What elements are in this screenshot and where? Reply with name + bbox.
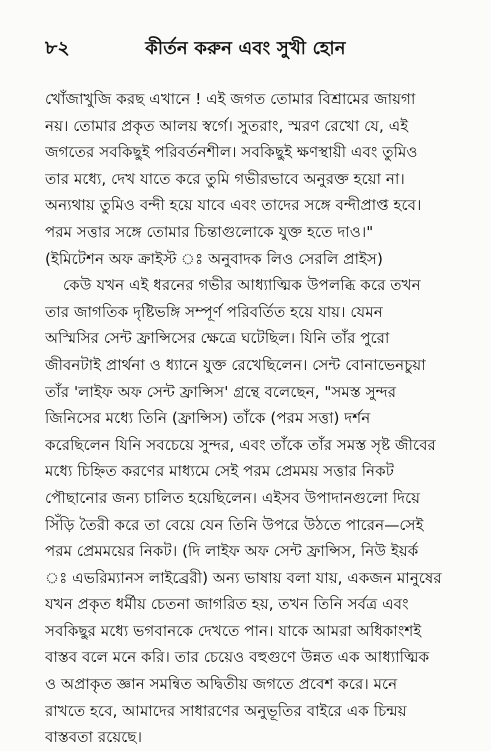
text-line: বাস্তবতা রয়েছে। bbox=[45, 728, 142, 747]
text-line: তাঁর 'লাইফ অফ সেন্ট ফ্রান্সিস' গ্রন্থে বলেছেন, "সমস্ত সুন্দর bbox=[45, 382, 397, 401]
text-line: ঃ এভরিম্যানস লাইব্রেরী) অন্য ভাষায় বলা যায়, একজন মানুষের bbox=[45, 568, 442, 587]
body-text bbox=[45, 86, 451, 751]
text-line: রাখতে হবে, আমাদের সাধারণের অনুভূতির বাইরে এক চিন্ময় bbox=[45, 701, 407, 720]
page-header bbox=[45, 34, 446, 58]
text-line: জীবনটাই প্রার্থনা ও ধ্যানে যুক্ত রেখেছিলেন। সেন্ট বোনাভেনচুয়া bbox=[45, 355, 426, 374]
page-number: ৮২ bbox=[45, 37, 70, 59]
text-line: জগতের সবকিছুই পরিবর্তনশীল। সবকিছুই ক্ষণস্থায়ী এবং তুমিও bbox=[45, 143, 418, 162]
text-line: যখন প্রকৃত ধর্মীয় চেতনা জাগরিত হয়, তখন তিনি সর্বত্র এবং bbox=[45, 595, 409, 614]
text-line: নয়। তোমার প্রকৃত আলয় স্বর্গে। সুতরাং, স্মরণ রেখো যে, এই bbox=[45, 116, 409, 135]
text-line: সবকিছুর মধ্যে ভগবানকে দেখতে পান। যাকে আমরা অধিকাংশই bbox=[45, 621, 422, 640]
text-line: বাস্তব বলে মনে করি। তার চেয়েও বহুগুণে উন্নত এক আধ্যাত্মিক bbox=[45, 648, 430, 667]
text-line: খোঁজাখুজি করছ এখানে ! এই জগত তোমার বিশ্রামের জায়গা bbox=[45, 90, 416, 108]
text-line: তার জাগতিক দৃষ্টিভঙ্গি সম্পূর্ণ পরিবর্তিত হয়ে যায়। যেমন bbox=[45, 302, 383, 321]
text-line: ও অপ্রাকৃত জ্ঞান সমন্বিত অদ্বিতীয় জগতে প্রবেশ করে। মনে bbox=[45, 675, 398, 694]
text-line: পরম সত্তার সঙ্গে তোমার চিন্তাগুলোকে যুক্ত হতে দাও।" bbox=[45, 222, 374, 241]
text-line: মধ্যে চিহ্নিত করণের মাধ্যমে সেই পরম প্রেমময় সত্তার নিকট bbox=[45, 462, 395, 481]
text-line: পৌছানোর জন্য চালিত হয়েছিলেন। এইসব উপাদানগুলো দিয়ে bbox=[45, 488, 421, 507]
text-line: তার মধ্যে, দেখ যাতে করে তুমি গভীরভাবে অনুরক্ত হয়ো না। bbox=[45, 169, 405, 188]
running-title: কীর্তন করুন এবং সুখী হোন bbox=[145, 38, 346, 59]
text-line: করেছিলেন যিনি সবচেয়ে সুন্দর, এবং তাঁকে তাঁর সমস্ত সৃষ্ট জীবের bbox=[45, 435, 436, 454]
text-line: সিঁড়ি তৈরী করে তা বেয়ে যেন তিনি উপরে উঠতে পারেন—সেই bbox=[45, 515, 424, 534]
text-line: পরম প্রেমময়ের নিকট। (দি লাইফ অফ সেন্ট ফ্রান্সিস, নিউ ইয়র্ক bbox=[45, 542, 419, 561]
citation-line: (ইমিটেশন অফ ক্রাইস্ট ঃ অনুবাদক লিও সেরলি প্রাইস) bbox=[45, 249, 383, 268]
text-line: অন্যথায় তুমিও বন্দী হয়ে যাবে এবং তাদের সঙ্গে বন্দীপ্রাপ্ত হবে। bbox=[45, 196, 422, 215]
text-line: অস্মিসির সেন্ট ফ্রান্সিসের ক্ষেত্রে ঘটেছিল। যিনি তাঁর পুরো bbox=[45, 329, 390, 348]
paragraph-start-line: কেউ যখন এই ধরনের গভীর আধ্যাত্মিক উপলব্ধি করে তখন bbox=[63, 276, 421, 295]
text-line: জিনিসের মধ্যে তিনি (ফ্রান্সিস) তাঁকে (পরম সত্তা) দর্শন bbox=[45, 409, 371, 428]
